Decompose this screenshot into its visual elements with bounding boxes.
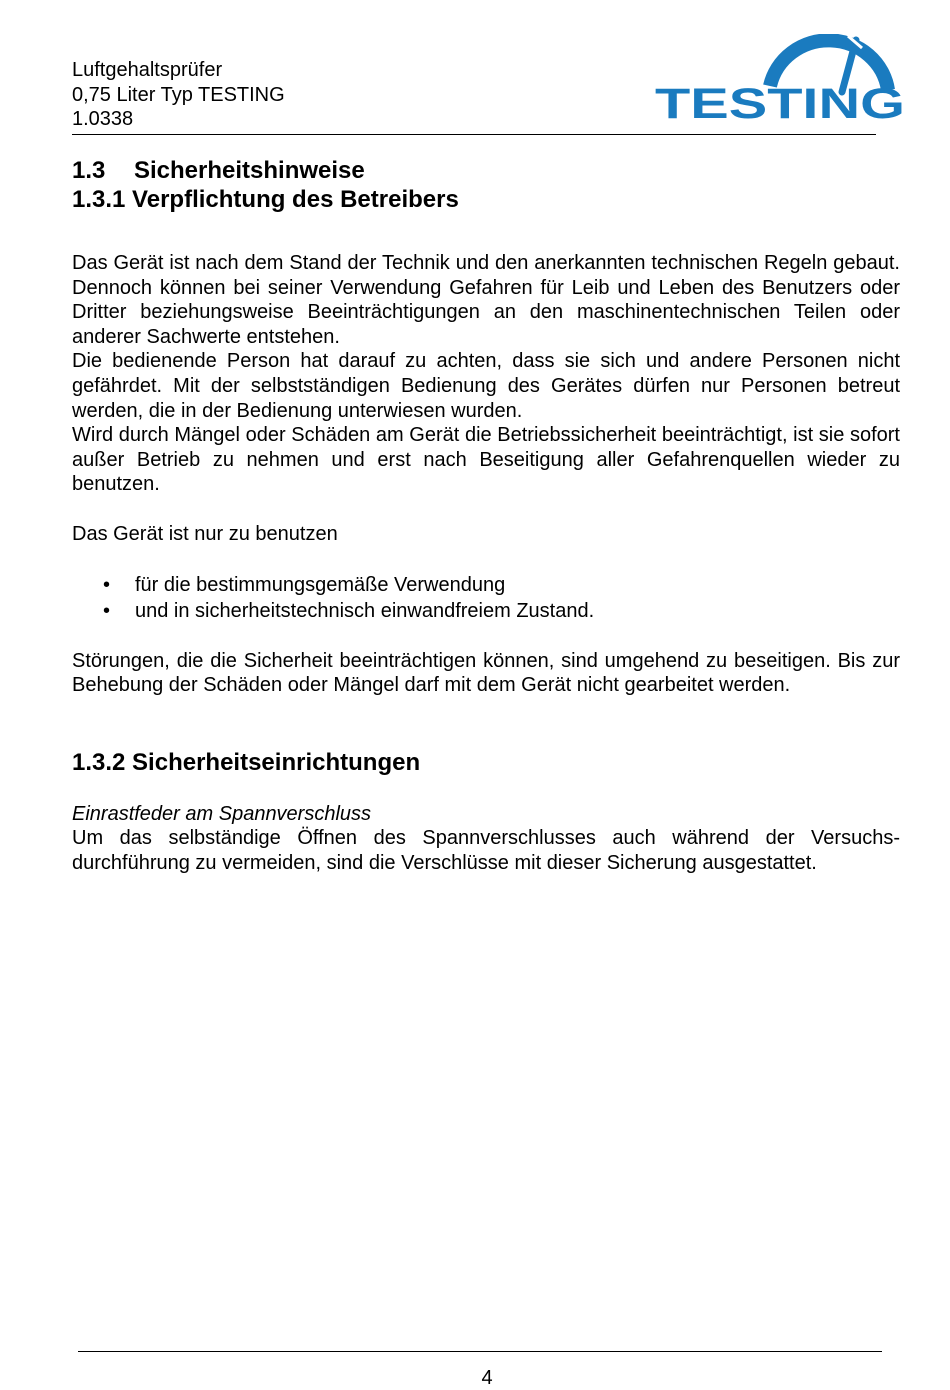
section-heading-1-3-1: 1.3.1 Verpflichtung des Betreibers: [72, 186, 459, 213]
usage-conditions-list: [72, 572, 900, 624]
paragraph: Wird durch Mängel oder Schäden am Gerät die Betriebssicherheit beeinträchtigt, ist sie sofort außer Betrieb zu nehmen und erst nach Beseitigung aller Gefahrenquellen wieder zu benutzen.: [72, 424, 900, 496]
paragraph: Die bedienende Person hat darauf zu achten, dass sie sich und andere Personen nicht gefährdet. Mit der selbstständigen Bedienung des Gerätes dürfen nur Personen betreut werden, die in der Bedienung unterwiesen wurden.: [72, 350, 900, 422]
document-header: [72, 58, 285, 132]
paragraph: Das Gerät ist nach dem Stand der Technik und den anerkannten technischen Regeln gebaut. Dennoch können bei seiner Verwendung Gefahren für Leib und Leben des Benutzers oder Dritter beziehungsweise Beeinträchtigungen an den maschinentechnischen Teilen oder anderer Sachwerte entstehen.: [72, 252, 900, 348]
header-product-name: Luftgehaltsprüfer: [72, 59, 223, 81]
list-item: • und in sicherheitstechnisch einwandfreiem Zustand.: [103, 599, 595, 622]
subsection-label: Einrastfeder am Spannverschluss: [72, 802, 372, 825]
paragraph: Das Gerät ist nur zu benutzen: [72, 522, 338, 545]
page-content: [72, 156, 900, 876]
header-product-number: 1.0338: [72, 108, 134, 130]
section-heading-1-3: [72, 156, 900, 185]
list-item: • für die bestimmungsgemäße Verwendung: [103, 573, 506, 596]
section-title: Sicherheitshinweise: [134, 157, 365, 184]
logo-wordmark: TESTING: [655, 80, 905, 126]
header-product-type: 0,75 Liter Typ TESTING: [72, 83, 285, 106]
bullet-icon: •: [103, 573, 111, 596]
page-number: 4: [481, 1367, 493, 1389]
paragraph: Um das selbständige Öffnen des Spannverschlusses auch während der Versuchsdurchführung zu vermeiden, sind die Verschlüsse mit dieser Sicherung ausgestattet.: [72, 827, 900, 874]
paragraph: Störungen, die die Sicherheit beeinträchtigen können, sind umgehend zu beseitigen. Bis zur Behebung der Schäden oder Mängel darf mit dem Gerät nicht gearbeitet werden.: [72, 649, 900, 697]
testing-logo: [652, 34, 908, 126]
footer-divider: [78, 1351, 882, 1352]
bullet-icon: •: [103, 599, 111, 622]
section-heading-1-3-2: 1.3.2 Sicherheitseinrichtungen: [72, 748, 421, 776]
testing-logo-graphic: [652, 34, 908, 126]
header-divider: [72, 134, 876, 135]
section-number: 1.3: [72, 157, 106, 184]
